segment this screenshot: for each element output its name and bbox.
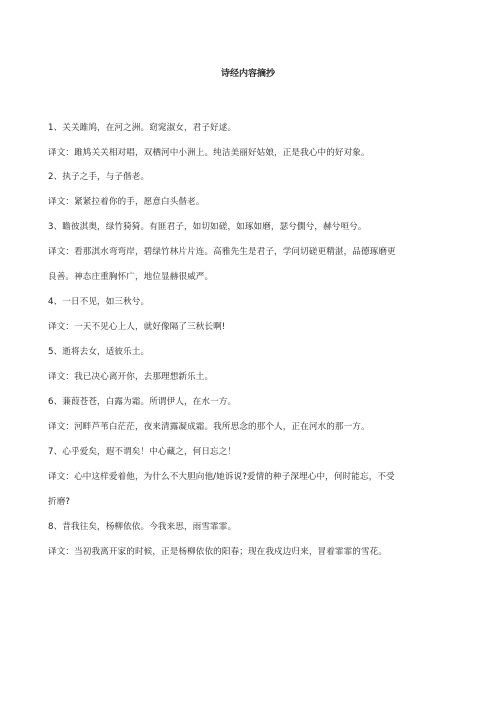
translation-line: 译文：我已决心离开你，去那理想新乐土。 [48, 372, 214, 382]
verse-line: 1、关关雎鸠，在河之洲。窈窕淑女，君子好逑。 [48, 123, 237, 133]
translation-line-continued: 折磨? [48, 497, 71, 507]
translation-line: 译文：河畔芦苇白茫茫，夜来清露凝成霜。我所思念的那个人，正在河水的那一方。 [48, 422, 370, 432]
verse-line: 6、蒹葭苍苍，白露为霜。所谓伊人，在水一方。 [48, 397, 237, 407]
verse-line: 8、昔我往矣，杨柳依依。今我来思，雨雪霏霏。 [48, 522, 237, 532]
verse-line: 2、执子之手，与子偕老。 [48, 172, 150, 182]
translation-line: 译文：雎鸠关关相对唱，双栖河中小洲上。纯洁美丽好姑娘，正是我心中的好对象。 [48, 148, 370, 158]
translation-line-continued: 良善。神态庄重胸怀广，地位显赫很威严。 [48, 272, 214, 282]
translation-line: 译文：紧紧拉着你的手，愿意白头偕老。 [48, 197, 205, 207]
verse-line: 5、逝将去女，适彼乐土。 [48, 347, 150, 357]
translation-line: 译文：看那淇水弯弯岸，碧绿竹林片片连。高雅先生是君子，学问切磋更精湛，品德琢磨更 [48, 247, 396, 257]
verse-line: 4、一日不见，如三秋兮。 [48, 297, 150, 307]
translation-line: 译文：心中这样爱着他，为什么不大胆向他/她诉说?爱情的种子深埋心中，何时能忘，不受 [48, 472, 395, 482]
verse-line: 3、瞻彼淇奥，绿竹猗猗。有匪君子，如切如磋，如琢如磨，瑟兮僩兮，赫兮咺兮。 [48, 222, 367, 232]
translation-line: 译文：当初我离开家的时候，正是杨柳依依的阳春；现在我戍边归来，冒着霏霏的雪花。 [48, 547, 388, 557]
document-title: 诗经内容摘抄 [220, 69, 275, 79]
verse-line: 7、心乎爱矣，遐不谓矣！中心藏之，何日忘之！ [48, 447, 237, 457]
translation-line: 译文：一天不见心上人，就好像隔了三秋长啊! [48, 322, 226, 332]
